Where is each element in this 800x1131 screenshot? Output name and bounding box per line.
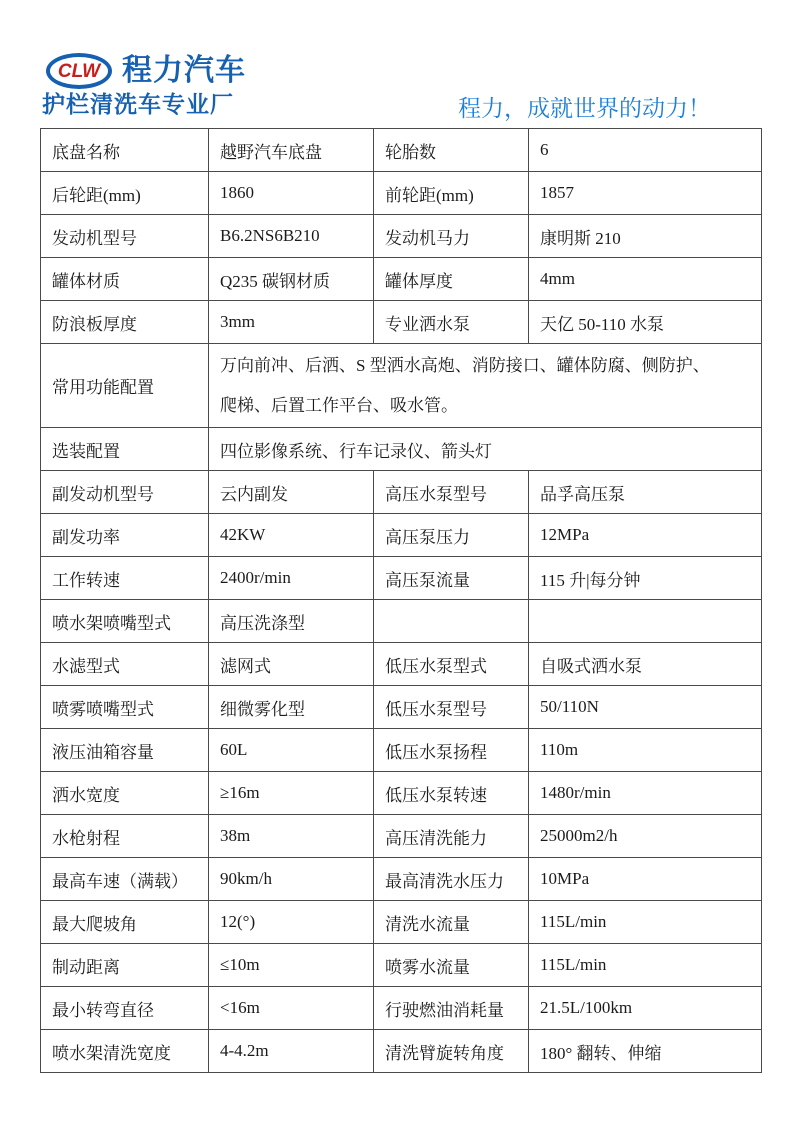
- table-row-common-features: [41, 344, 762, 428]
- spec-value: 90km/h: [209, 858, 374, 901]
- spec-label: 常用功能配置: [41, 344, 209, 428]
- spec-label: 最大爬坡角: [41, 901, 209, 944]
- table-row: [41, 901, 762, 944]
- feature-line-2: 爬梯、后置工作平台、吸水管。: [220, 395, 458, 415]
- spec-label: 副发功率: [41, 514, 209, 557]
- spec-label: 水枪射程: [41, 815, 209, 858]
- table-row: [41, 301, 762, 344]
- spec-label: 最高车速（满载）: [41, 858, 209, 901]
- spec-value: 21.5L/100km: [529, 987, 762, 1030]
- spec-value: 115 升|每分钟: [529, 557, 762, 600]
- spec-value: 12(°): [209, 901, 374, 944]
- spec-label: 副发动机型号: [41, 471, 209, 514]
- spec-value: 4-4.2m: [209, 1030, 374, 1073]
- clw-logo-text: CLW: [57, 60, 101, 82]
- spec-value: 高压洗涤型: [209, 600, 374, 643]
- spec-value: 四位影像系统、行车记录仪、箭头灯: [209, 428, 762, 471]
- table-row: [41, 215, 762, 258]
- spec-value: 12MPa: [529, 514, 762, 557]
- table-row: [41, 514, 762, 557]
- spec-value: 4mm: [529, 258, 762, 301]
- spec-value: <16m: [209, 987, 374, 1030]
- spec-label: 低压水泵型号: [374, 686, 529, 729]
- spec-value: 1480r/min: [529, 772, 762, 815]
- spec-label: 防浪板厚度: [41, 301, 209, 344]
- spec-table: [40, 128, 762, 1073]
- spec-label: 专业洒水泵: [374, 301, 529, 344]
- spec-value: 越野汽车底盘: [209, 129, 374, 172]
- table-row: [41, 686, 762, 729]
- spec-label: 前轮距(mm): [374, 172, 529, 215]
- table-row: [41, 729, 762, 772]
- spec-value: 110m: [529, 729, 762, 772]
- spec-value: ≥16m: [209, 772, 374, 815]
- spec-value: 50/110N: [529, 686, 762, 729]
- spec-value: 滤网式: [209, 643, 374, 686]
- spec-value: 42KW: [209, 514, 374, 557]
- spec-label: 高压泵流量: [374, 557, 529, 600]
- spec-label: 选装配置: [41, 428, 209, 471]
- spec-value: 25000m2/h: [529, 815, 762, 858]
- spec-value: ≤10m: [209, 944, 374, 987]
- table-row: [41, 1030, 762, 1073]
- spec-label: 清洗臂旋转角度: [374, 1030, 529, 1073]
- spec-label: 高压水泵型号: [374, 471, 529, 514]
- feature-line-1: 万向前冲、后洒、S 型洒水高炮、消防接口、罐体防腐、侧防护、: [220, 355, 710, 375]
- spec-value: 康明斯 210: [529, 215, 762, 258]
- table-row: [41, 858, 762, 901]
- spec-label: 底盘名称: [41, 129, 209, 172]
- table-row: [41, 557, 762, 600]
- spec-label: 喷雾喷嘴型式: [41, 686, 209, 729]
- clw-logo-icon: [46, 53, 112, 89]
- spec-label: 发动机马力: [374, 215, 529, 258]
- spec-label: 工作转速: [41, 557, 209, 600]
- spec-value: 自吸式洒水泵: [529, 643, 762, 686]
- spec-label: 低压水泵扬程: [374, 729, 529, 772]
- spec-label: 低压水泵转速: [374, 772, 529, 815]
- spec-value: 1860: [209, 172, 374, 215]
- factory-subtitle: 护栏清洗车专业厂: [42, 91, 234, 117]
- spec-value: 38m: [209, 815, 374, 858]
- spec-value: 60L: [209, 729, 374, 772]
- spec-label: 喷水架清洗宽度: [41, 1030, 209, 1073]
- spec-value: 品孚高压泵: [529, 471, 762, 514]
- table-row: [41, 987, 762, 1030]
- spec-label-empty: [374, 600, 529, 643]
- spec-value: 115L/min: [529, 944, 762, 987]
- table-row: [41, 258, 762, 301]
- spec-value: 180° 翻转、伸缩: [529, 1030, 762, 1073]
- table-row: [41, 772, 762, 815]
- spec-label: 喷雾水流量: [374, 944, 529, 987]
- spec-label: 发动机型号: [41, 215, 209, 258]
- spec-label: 后轮距(mm): [41, 172, 209, 215]
- spec-value: 2400r/min: [209, 557, 374, 600]
- table-row: [41, 815, 762, 858]
- spec-label: 清洗水流量: [374, 901, 529, 944]
- logo-row: [46, 53, 246, 89]
- table-row: [41, 600, 762, 643]
- spec-value: Q235 碳钢材质: [209, 258, 374, 301]
- tagline: 程力，成就世界的动力！: [458, 96, 711, 121]
- spec-value: 10MPa: [529, 858, 762, 901]
- spec-value: 3mm: [209, 301, 374, 344]
- spec-value: 1857: [529, 172, 762, 215]
- spec-label: 液压油箱容量: [41, 729, 209, 772]
- spec-value: 6: [529, 129, 762, 172]
- spec-label: 最小转弯直径: [41, 987, 209, 1030]
- spec-label: 制动距离: [41, 944, 209, 987]
- spec-label: 高压泵压力: [374, 514, 529, 557]
- spec-value: [209, 344, 762, 428]
- table-row: [41, 172, 762, 215]
- spec-value: 细微雾化型: [209, 686, 374, 729]
- spec-label: 水滤型式: [41, 643, 209, 686]
- spec-label: 行驶燃油消耗量: [374, 987, 529, 1030]
- table-row: [41, 643, 762, 686]
- spec-label: 洒水宽度: [41, 772, 209, 815]
- spec-value: 115L/min: [529, 901, 762, 944]
- spec-label: 罐体材质: [41, 258, 209, 301]
- brand-name: 程力汽车: [122, 54, 246, 87]
- spec-value: 云内副发: [209, 471, 374, 514]
- spec-value: 天亿 50-110 水泵: [529, 301, 762, 344]
- spec-label: 轮胎数: [374, 129, 529, 172]
- spec-value-empty: [529, 600, 762, 643]
- table-row: [41, 471, 762, 514]
- spec-label: 罐体厚度: [374, 258, 529, 301]
- spec-label: 高压清洗能力: [374, 815, 529, 858]
- spec-label: 低压水泵型式: [374, 643, 529, 686]
- spec-value: B6.2NS6B210: [209, 215, 374, 258]
- table-row: [41, 944, 762, 987]
- table-row-optional-config: [41, 428, 762, 471]
- table-row: [41, 129, 762, 172]
- spec-label: 喷水架喷嘴型式: [41, 600, 209, 643]
- spec-label: 最高清洗水压力: [374, 858, 529, 901]
